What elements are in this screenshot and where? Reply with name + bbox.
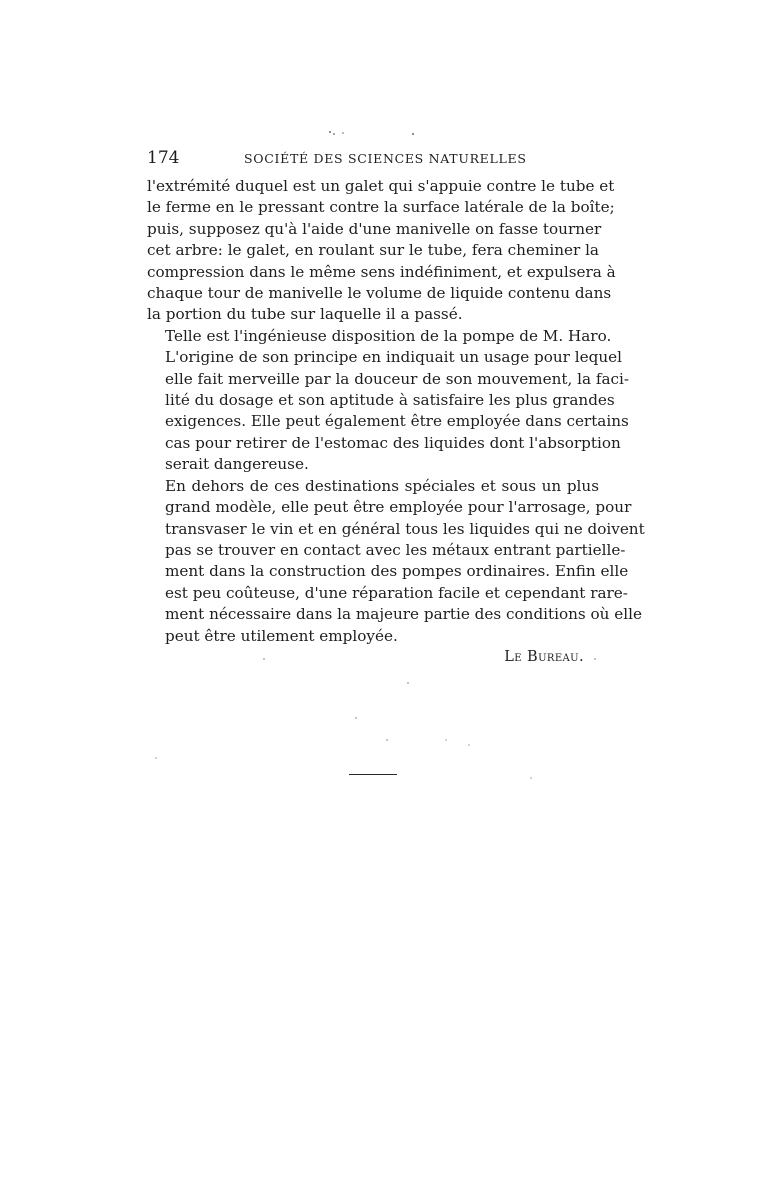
text-line: cas pour retirer de l'estomac des liquides dont l'absorption [165,433,621,452]
text-line: puis, supposez qu'à l'aide d'une manivelle on fasse tourner [147,219,602,238]
text-line: chaque tour de manivelle le volume de liquide contenu dans [147,284,612,303]
text-line: lité du dosage et son aptitude à satisfaire les plus grandes [165,391,615,410]
running-title: SOCIÉTÉ DES SCIENCES NATURELLES [244,151,527,166]
paragraph [147,476,645,647]
text-line: Telle est l'ingénieuse disposition de la pompe de M. Haro. [165,326,612,345]
text-line: elle fait merveille par la douceur de son mouvement, la faci- [165,369,630,388]
text-line: ment nécessaire dans la majeure partie des conditions où elle [165,605,642,624]
page-number: 174 [147,148,180,168]
paragraph [147,326,630,476]
signature: Le Bureau. [504,649,584,665]
text-line: est peu coûteuse, d'une réparation facile et cependant rare- [165,583,628,602]
text-line: le ferme en le pressant contre la surface latérale de la boîte; [147,198,615,217]
body-text [147,176,645,647]
text-line: grand modèle, elle peut être employée pour l'arrosage, pour [165,498,632,517]
text-line: ment dans la construction des pompes ordinaires. Enfin elle [165,562,629,581]
end-rule [349,774,397,775]
text-line: la portion du tube sur laquelle il a passé. [147,305,463,324]
text-line: serait dangereuse. [165,455,309,474]
text-line: pas se trouver en contact avec les métaux entrant partielle- [165,540,626,559]
text-line: compression dans le même sens indéfiniment, et expulsera à [147,262,616,281]
text-line: transvaser le vin et en général tous les liquides qui ne doivent [165,519,645,538]
text-line: exigences. Elle peut également être employée dans certains [165,412,629,431]
text-line: En dehors de ces destinations spéciales et sous un plus [165,476,599,495]
paragraph [147,176,616,326]
text-line: peut être utilement employée. [165,626,398,645]
text-line: l'extrémité duquel est un galet qui s'appuie contre le tube et [147,177,615,195]
text-line: L'origine de son principe en indiquait un usage pour lequel [165,348,622,367]
text-line: cet arbre: le galet, en roulant sur le tube, fera cheminer la [147,241,599,260]
running-head [147,146,599,170]
